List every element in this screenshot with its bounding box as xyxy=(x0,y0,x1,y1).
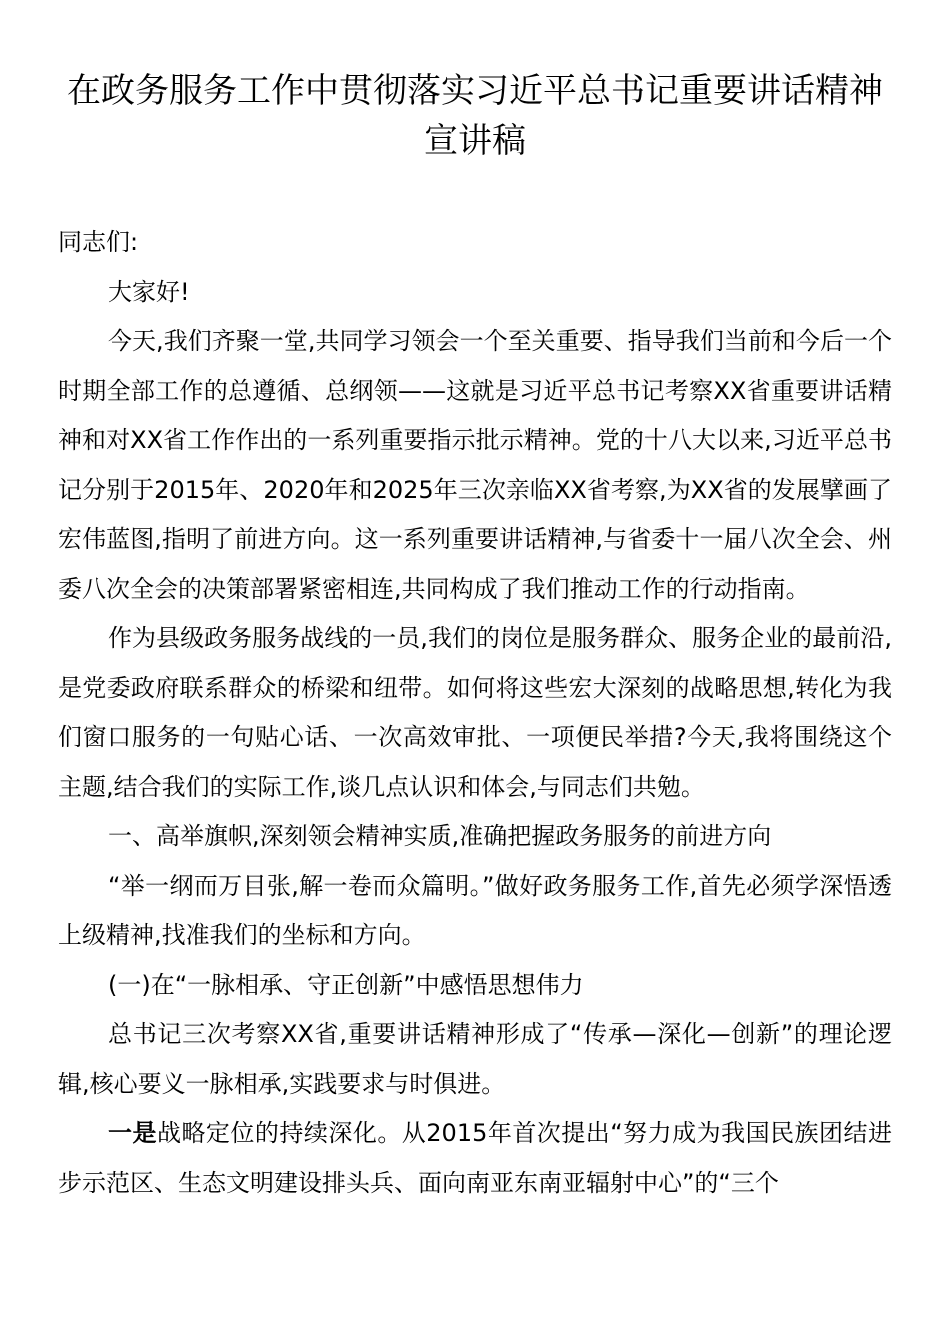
paragraph-point-1 xyxy=(58,1109,892,1208)
greeting: 大家好! xyxy=(108,277,190,306)
salutation: 同志们: xyxy=(58,228,139,256)
subsection-heading-1: (一)在“一脉相承、守正创新”中感悟思想伟力 xyxy=(108,970,584,999)
paragraph-quote: “举一纲而万目张,解一卷而众篇明。”做好政务服务工作,首先必须学深悟透上级精神,找准我们的坐标和方向。 xyxy=(58,871,892,949)
point-text: 战略定位的持续深化。从2015年首次提出“努力成为我国民族团结进步示范区、生态文明建设排头兵、面向南亚东南亚辐射中心”的“三个 xyxy=(58,1119,892,1197)
document-body xyxy=(58,218,892,1208)
document-title: 在政务服务工作中贯彻落实习近平总书记重要讲话精神宣讲稿 xyxy=(67,71,883,161)
paragraph-intro: 今天,我们齐聚一堂,共同学习领会一个至关重要、指导我们当前和今后一个时期全部工作的总遵循、总纲领——这就是习近平总书记考察XX省重要讲话精神和对XX省工作作出的一系列重要指示批示精神。党的十八大以来,习近平总书记分别于2015年、2020年和2025年三次亲临XX省考察,为XX省的发展擘画了宏伟蓝图,指明了前进方向。这一系列重要讲话精神,与省委十一届八次全会、州委八次全会的决策部署紧密相连,共同构成了我们推动工作的行动指南。 xyxy=(58,327,892,603)
paragraph-logic: 总书记三次考察XX省,重要讲话精神形成了“传承—深化—创新”的理论逻辑,核心要义一脉相承,实践要求与时俱进。 xyxy=(58,1020,892,1098)
paragraph-role: 作为县级政务服务战线的一员,我们的岗位是服务群众、服务企业的最前沿,是党委政府联系群众的桥梁和纽带。如何将这些宏大深刻的战略思想,转化为我们窗口服务的一句贴心话、一次高效审批、一项便民举措?今天,我将围绕这个主题,结合我们的实际工作,谈几点认识和体会,与同志们共勉。 xyxy=(58,624,892,801)
point-label: 一是 xyxy=(108,1119,157,1147)
section-heading-1: 一、高举旗帜,深刻领会精神实质,准确把握政务服务的前进方向 xyxy=(108,822,772,850)
